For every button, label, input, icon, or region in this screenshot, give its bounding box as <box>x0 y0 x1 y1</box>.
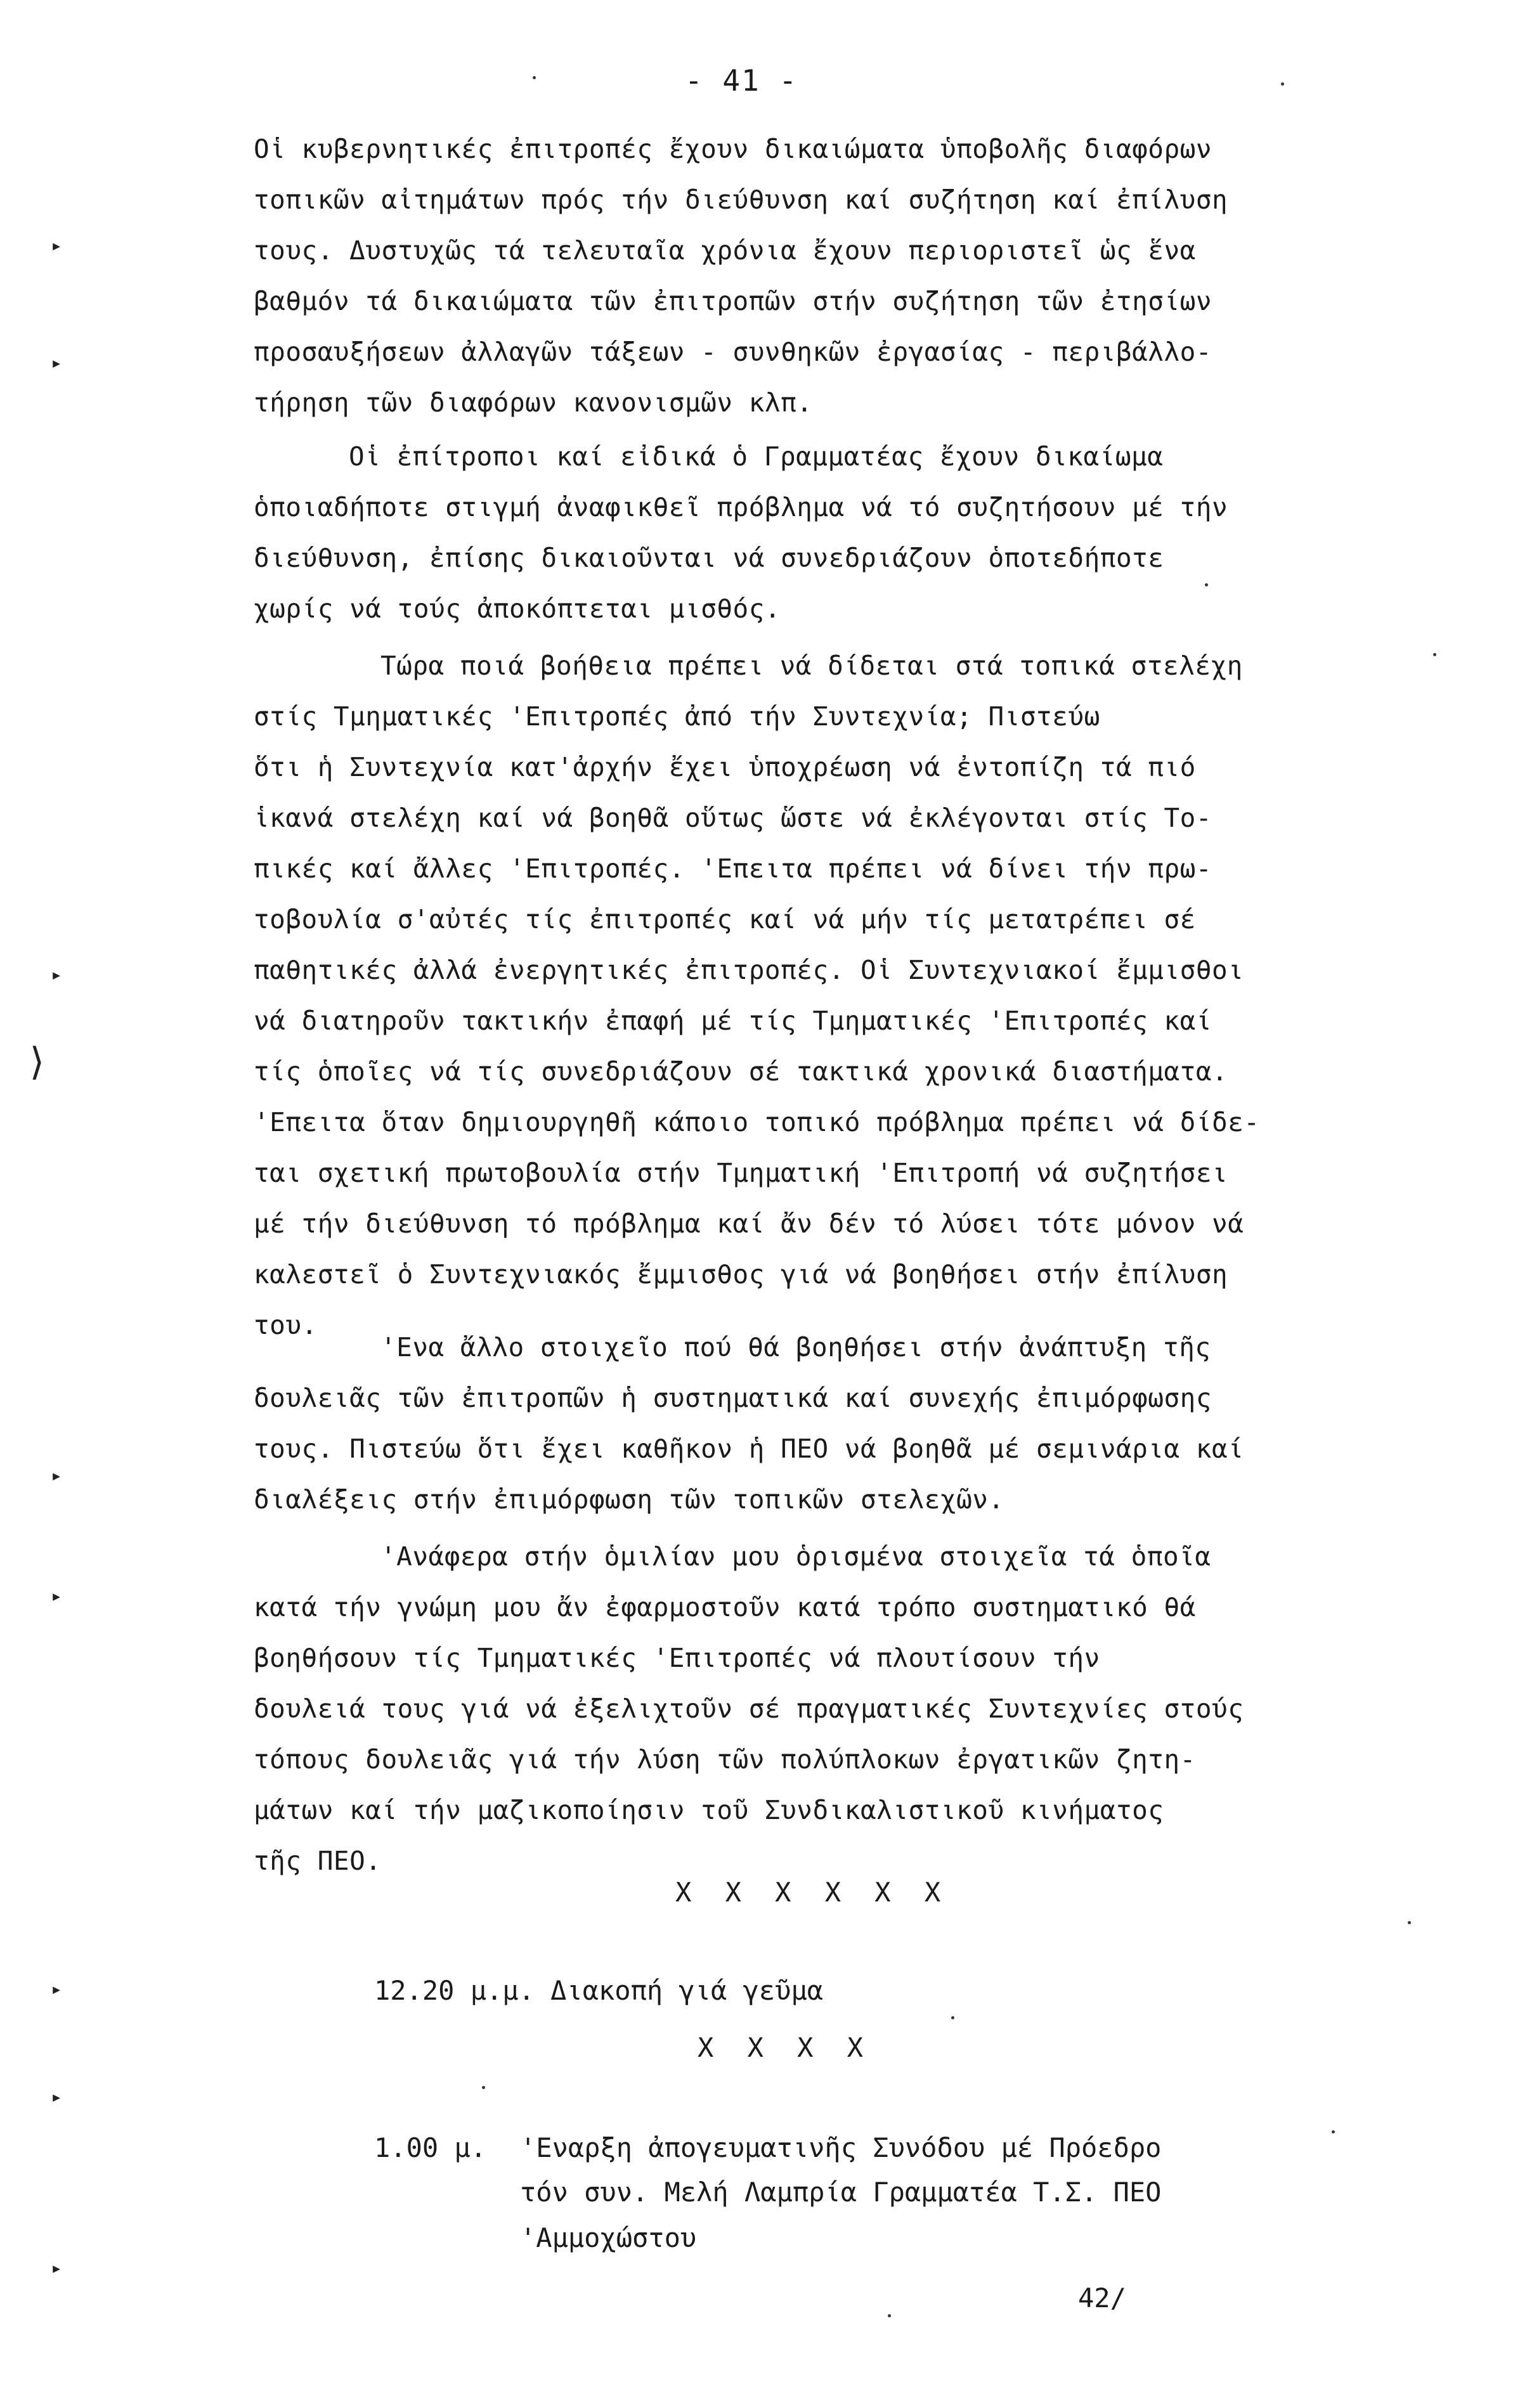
paragraph-conclusion <box>254 1531 1458 1886</box>
text-line: Τώρα ποιά βοήθεια πρέπει νά δίδεται στά τοπικά στελέχη <box>380 651 1243 681</box>
text-line: 'Επειτα ὅταν δημιουργηθῆ κάποιο τοπικό πρόβλημα πρέπει νά δίδε- <box>254 1107 1260 1137</box>
afternoon-session-line: 'Εναρξη ἀπογευματινῆς Συνόδου μέ Πρόεδρο <box>520 2132 1162 2163</box>
page-number: - 41 - <box>685 63 798 98</box>
text-line: Οἱ ἐπίτροποι καί εἰδικά ὁ Γραμματέας ἔχουν δικαίωμα <box>349 441 1164 472</box>
paragraph-committees-rights <box>254 124 1458 428</box>
text-line: διεύθυνση, ἐπίσης δικαιοῦνται νά συνεδριάζουν ὁποτεδήποτε <box>254 543 1164 573</box>
text-line: στίς Τμηματικές 'Επιτροπές ἀπό τήν Συντεχνία; Πιστεύω <box>254 701 1100 732</box>
text-line: τοβουλία σ'αὐτές τίς ἐπιτροπές καί νά μήν τίς μετατρέπει σέ <box>254 904 1196 935</box>
margin-bullet-icon: ▸ <box>51 352 63 374</box>
text-line: τοπικῶν αἰτημάτων πρός τήν διεύθυνση καί συζήτηση καί ἐπίλυση <box>254 184 1228 215</box>
text-line: μέ τήν διεύθυνση τό πρόβλημα καί ἄν δέν τό λύσει τότε μόνον νά <box>254 1208 1244 1239</box>
scan-speck <box>1205 583 1208 586</box>
text-line: βαθμόν τά δικαιώματα τῶν ἐπιτροπῶν στήν συζήτηση τῶν ἐτησίων <box>254 286 1212 316</box>
text-line: δουλειά τους γιά νά ἐξελιχτοῦν σέ πραγματικές Συντεχνίες στούς <box>254 1693 1244 1724</box>
text-line: δουλειᾶς τῶν ἐπιτροπῶν ἡ συστηματικά καί συνεχής ἐπιμόρφωσης <box>254 1383 1212 1413</box>
afternoon-time: 1.00 μ. <box>374 2132 487 2163</box>
afternoon-session-line: 'Αμμοχώστου <box>520 2222 697 2253</box>
text-line: 'Ανάφερα στήν ὁμιλίαν μου ὁρισμένα στοιχεῖα τά ὁποῖα <box>380 1541 1211 1572</box>
scan-speck <box>482 2086 485 2089</box>
scan-speck <box>1332 2130 1335 2133</box>
text-line: τόπους δουλειᾶς γιά τήν λύση τῶν πολύπλοκων ἐργατικῶν ζητη- <box>254 1744 1196 1775</box>
section-separator: X X X X <box>698 2032 873 2063</box>
paragraph-training <box>254 1322 1458 1525</box>
text-line: διαλέξεις στήν ἐπιμόρφωση τῶν τοπικῶν στελεχῶν. <box>254 1484 1004 1515</box>
text-line: ὁποιαδήποτε στιγμή ἀναφικθεῖ πρόβλημα νά τό συζητήσουν μέ τήν <box>254 492 1228 522</box>
scan-speck <box>533 76 536 79</box>
text-line: καλεστεῖ ὁ Συντεχνιακός ἔμμισθος γιά νά βοηθήσει στήν ἐπίλυση <box>254 1259 1228 1290</box>
text-line: χωρίς νά τούς ἀποκόπτεται μισθός. <box>254 593 781 624</box>
paragraph-commissioners <box>254 431 1458 634</box>
text-line: Οἱ κυβερνητικές ἐπιτροπές ἔχουν δικαιώματα ὑποβολῆς διαφόρων <box>254 134 1212 164</box>
text-line: τήρηση τῶν διαφόρων κανονισμῶν κλπ. <box>254 387 813 418</box>
scan-speck <box>888 2314 891 2317</box>
text-line: του. <box>254 1310 318 1340</box>
text-line: βοηθήσουν τίς Τμηματικές 'Επιτροπές νά πλουτίσουν τήν <box>254 1643 1100 1673</box>
text-line: νά διατηροῦν τακτικήν ἐπαφή μέ τίς Τμηματικές 'Επιτροπές καί <box>254 1006 1212 1036</box>
text-line: τίς ὁποῖες νά τίς συνεδριάζουν σέ τακτικά χρονικά διαστήματα. <box>254 1056 1228 1087</box>
section-separator: X X X X X X <box>675 1877 950 1908</box>
text-line: ὅτι ἡ Συντεχνία κατ'ἀρχήν ἔχει ὑποχρέωση νά ἐντοπίζη τά πιό <box>254 752 1196 782</box>
margin-bullet-icon: ▸ <box>51 1585 63 1607</box>
text-line: παθητικές ἀλλά ἐνεργητικές ἐπιτροπές. Οἱ Συντεχνιακοί ἔμμισθοι <box>254 955 1244 985</box>
margin-bullet-icon: ▸ <box>51 235 63 257</box>
text-line: πικές καί ἄλλες 'Επιτροπές. 'Επειτα πρέπει νά δίνει τήν πρω- <box>254 853 1212 884</box>
text-line: τους. Πιστεύω ὅτι ἔχει καθῆκον ἡ ΠΕΟ νά βοηθᾶ μέ σεμινάρια καί <box>254 1434 1244 1464</box>
margin-bullet-icon: ▸ <box>51 2257 63 2279</box>
text-line: μάτων καί τήν μαζικοποίησιν τοῦ Συνδικαλιστικοῦ κινήματος <box>254 1795 1164 1825</box>
scan-speck <box>951 2016 954 2019</box>
lunch-break-entry: 12.20 μ.μ. Διακοπή γιά γεῦμα <box>374 1975 824 2006</box>
text-line: ἱκανά στελέχη καί νά βοηθᾶ οὕτως ὥστε νά ἐκλέγονται στίς Το- <box>254 803 1212 833</box>
text-line: ται σχετική πρωτοβουλία στήν Τμηματική 'Επιτροπή νά συζητήσει <box>254 1158 1228 1188</box>
margin-bracket-icon: ⟩ <box>25 1040 49 1084</box>
afternoon-session-line: τόν συν. Μελή Λαμπρία Γραμματέα Τ.Σ. ΠΕΟ <box>520 2177 1162 2208</box>
scan-speck <box>1281 82 1284 86</box>
margin-bullet-icon: ▸ <box>51 1978 63 2000</box>
margin-bullet-icon: ▸ <box>51 1465 63 1487</box>
scan-speck <box>1408 1921 1411 1924</box>
text-line: τους. Δυστυχῶς τά τελευταῖα χρόνια ἔχουν περιοριστεῖ ὡς ἕνα <box>254 235 1196 266</box>
margin-bullet-icon: ▸ <box>51 964 63 986</box>
scan-speck <box>1433 653 1436 656</box>
text-line: 'Ενα ἄλλο στοιχεῖο πού θά βοηθήσει στήν ἀνάπτυξη τῆς <box>380 1332 1211 1363</box>
text-line: τῆς ΠΕΟ. <box>254 1846 382 1876</box>
margin-bullet-icon: ▸ <box>51 2086 63 2108</box>
next-page-reference: 42/ <box>1078 2282 1126 2314</box>
paragraph-union-help <box>254 640 1458 1350</box>
text-line: κατά τήν γνώμη μου ἄν ἐφαρμοστοῦν κατά τρόπο συστηματικό θά <box>254 1592 1196 1622</box>
text-line: προσαυξήσεων ἀλλαγῶν τάξεων - συνθηκῶν ἐργασίας - περιβάλλο- <box>254 337 1212 367</box>
